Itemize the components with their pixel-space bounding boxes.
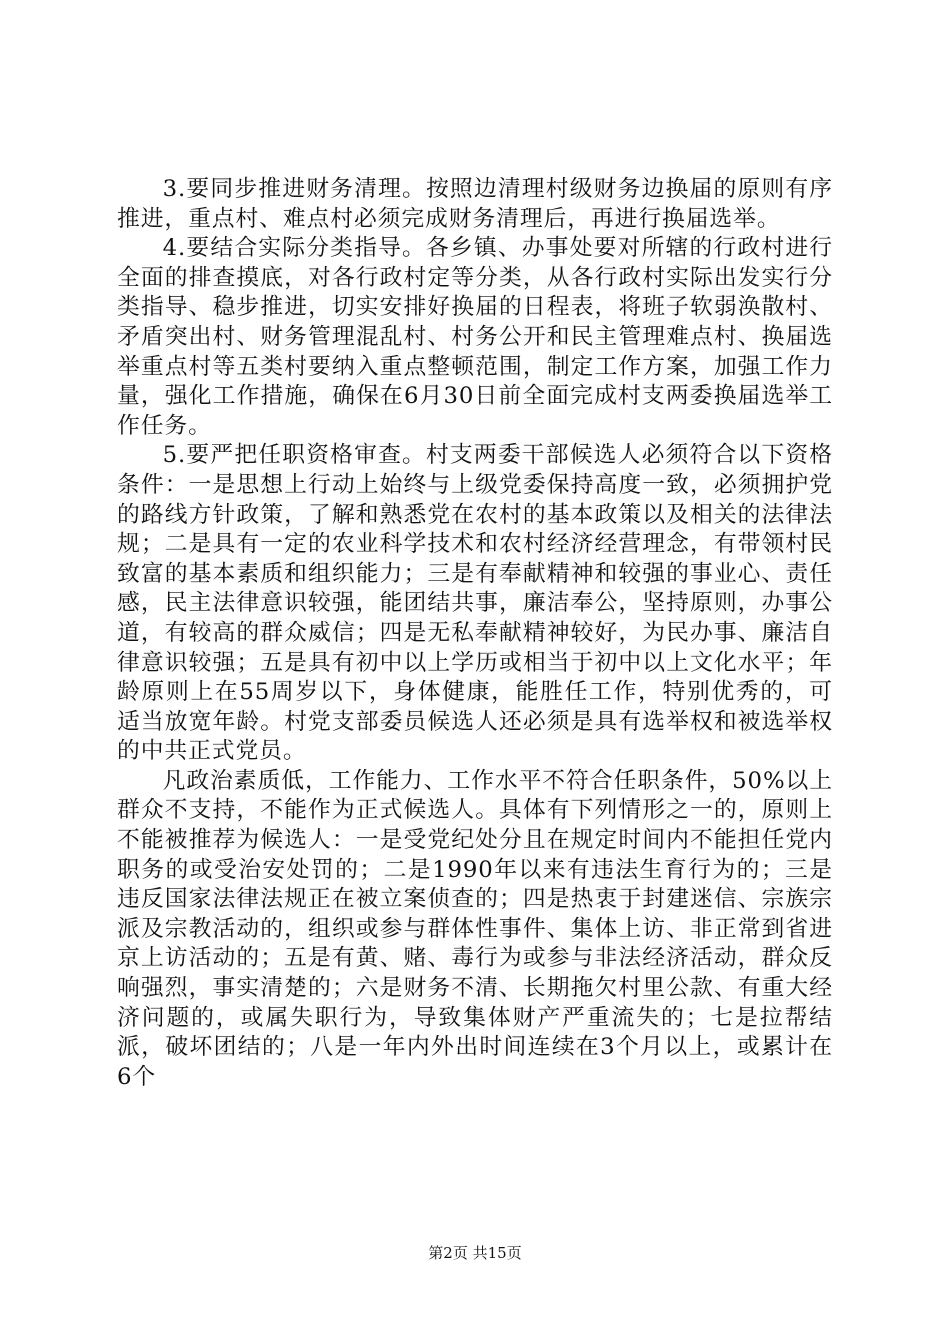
document-body [117,175,833,1092]
paragraph-disqualification-conditions: 凡政治素质低，工作能力、工作水平不符合任职条件，50%以上群众不支持，不能作为正式候选人。具体有下列情形之一的，原则上不能被推荐为候选人：一是受党纪处分且在规定时间内不能担任党内职务的或受治安处罚的；二是1990年以来有违法生育行为的；三是违反国家法律法规正在被立案侦查的；四是热衷于封建迷信、宗族宗派及宗教活动的，组织或参与群体性事件、集体上访、非正常到省进京上访活动的；五是有黄、赌、毒行为或参与非法经济活动，群众反响强烈，事实清楚的；六是财务不清、长期拖欠村里公款、有重大经济问题的，或属失职行为，导致集体财产严重流失的；七是拉帮结派，破坏团结的；八是一年内外出时间连续在3个月以上，或累计在6个 [117,767,833,1090]
paragraph-qualification-review: 5.要严把任职资格审查。村支两委干部候选人必须符合以下资格条件：一是思想上行动上始终与上级党委保持高度一致，必须拥护党的路线方针政策，了解和熟悉党在农村的基本政策以及相关的法律法规；二是具有一定的农业科学技术和农村经济经营理念，有带领村民致富的基本素质和组织能力；三是有奉献精神和较强的事业心、责任感，民主法律意识较强，能团结共事，廉洁奉公，坚持原则，办事公道，有较高的群众威信；四是无私奉献精神较好，为民办事、廉洁自律意识较强；五是具有初中以上学历或相当于初中以上文化水平；年龄原则上在55周岁以下，身体健康，能胜任工作，特别优秀的，可适当放宽年龄。村党支部委员候选人还必须是具有选举权和被选举权的中共正式党员。 [117,442,833,765]
paragraph-classified-guidance: 4.要结合实际分类指导。各乡镇、办事处要对所辖的行政村进行全面的排查摸底，对各行政村定等分类，从各行政村实际出发实行分类指导、稳步推进，切实安排好换届的日程表，将班子软弱涣散村、矛盾突出村、财务管理混乱村、村务公开和民主管理难点村、换届选举重点村等五类村要纳入重点整顿范围，制定工作方案，加强工作力量，强化工作措施，确保在6月30日前全面完成村支两委换届选举工作任务。 [117,235,833,439]
paragraph-finance-cleanup: 3.要同步推进财务清理。按照边清理村级财务边换届的原则有序推进，重点村、难点村必须完成财务清理后，再进行换届选举。 [117,176,833,232]
page-number-footer: 第2页 共15页 [428,1244,522,1262]
